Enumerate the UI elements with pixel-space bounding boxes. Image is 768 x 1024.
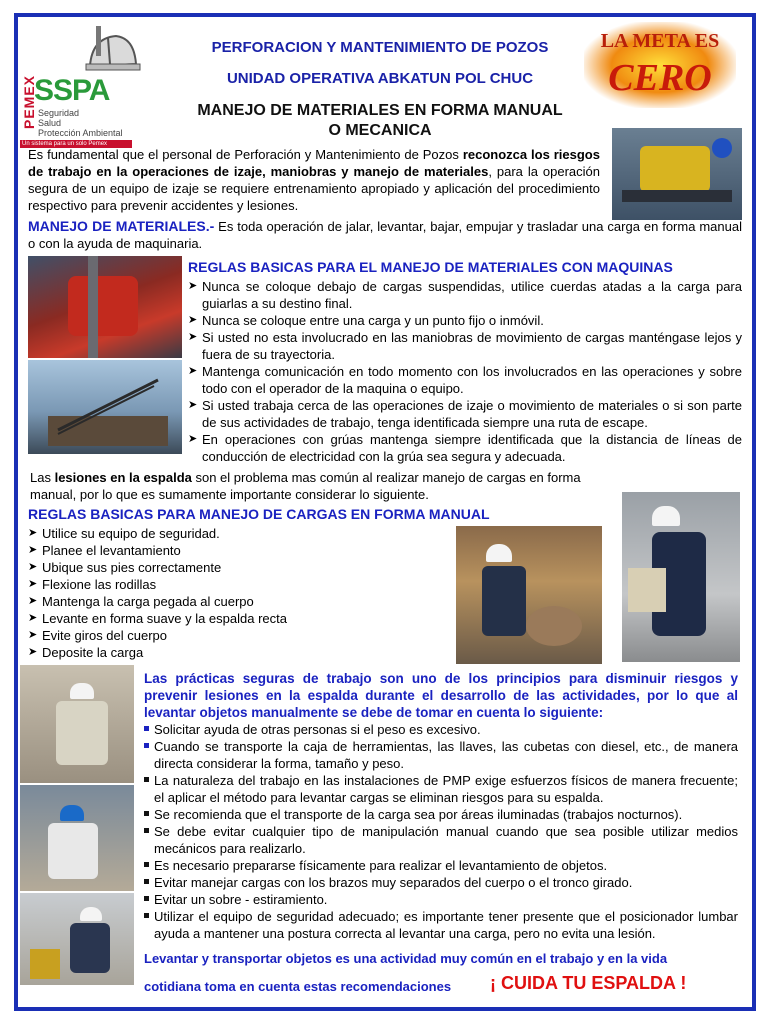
machines-section	[188, 258, 742, 465]
photo-worker-lifting-box	[622, 492, 740, 662]
manejo-heading: MANEJO DE MATERIALES.-	[28, 218, 215, 234]
list-item: Es necesario prepararse físicamente para realizar el levantamiento de objetos.	[144, 857, 738, 874]
arrow-bullet-icon: ➤	[28, 527, 38, 539]
square-bullet-icon	[144, 913, 149, 918]
photo-offshore-crane	[28, 360, 182, 454]
list-item: ➤ Utilice su equipo de seguridad.	[28, 526, 220, 541]
page-title-line-1: MANEJO DE MATERIALES EN FORMA MANUAL	[197, 102, 563, 119]
manejo-definition: MANEJO DE MATERIALES.- Es toda operación de jalar, levantar, bajar, empujar y trasladar una carga en forma manual o con la ayuda de maquinaria.	[28, 218, 742, 251]
square-bullet-icon	[144, 811, 149, 816]
photo-workers-deck	[20, 893, 134, 985]
arrow-bullet-icon: ➤	[188, 331, 198, 343]
arrow-bullet-icon: ➤	[28, 612, 38, 624]
list-item: Evitar un sobre - estiramiento.	[144, 891, 738, 908]
photo-worker-bending	[456, 526, 602, 664]
manual-title: REGLAS BASICAS PARA MANEJO DE CARGAS EN FORMA MANUAL	[28, 506, 490, 522]
list-item: Cuando se transporte la caja de herramientas, las llaves, las cubetas con diesel, etc., de manera directa considerar la forma, tamaño y peso.	[144, 738, 738, 772]
machines-list	[188, 278, 742, 465]
list-item: ➤ Si usted no esta involucrado en las maniobras de movimiento de cargas manténgase lejos y fuera de su trayectoria.	[188, 330, 742, 362]
intro-paragraph: Es fundamental que el personal de Perforación y Mantenimiento de Pozos reconozca los riesgos de trabajo en la operaciones de izaje, maniobras y manejo de materiales, para la operación segura de un equipo de izaje se requiere entrenamiento apropiado y aplicación del procedimiento respectivo para prevenir accidentes y lesiones.	[28, 147, 600, 213]
sspa-line-1: Seguridad	[38, 108, 80, 118]
manual-list	[28, 525, 448, 661]
square-bullet-icon	[144, 896, 149, 901]
list-item: ➤ Nunca se coloque debajo de cargas suspendidas, utilice cuerdas atadas a la carga para guiarlas a su destino final.	[188, 279, 742, 311]
meta-top-text: LA META ES	[600, 30, 720, 52]
arrow-bullet-icon: ➤	[28, 595, 38, 607]
meta-bottom-text: CERO	[608, 57, 712, 99]
arrow-bullet-icon: ➤	[28, 561, 38, 573]
machines-title: REGLAS BASICAS PARA EL MANEJO DE MATERIALES CON MAQUINAS	[188, 259, 673, 275]
arrow-bullet-icon: ➤	[188, 314, 198, 326]
square-bullet-icon	[144, 726, 149, 731]
arrow-bullet-icon: ➤	[28, 646, 38, 658]
header-line-2: UNIDAD OPERATIVA ABKATUN POL CHUC	[226, 70, 534, 87]
list-item: ➤ Deposite la carga	[28, 645, 144, 660]
sspa-text: SSPA	[34, 74, 110, 107]
square-bullet-icon	[144, 879, 149, 884]
sspa-line-3: Protección Ambiental	[38, 128, 123, 138]
list-item: ➤ Si usted trabaja cerca de las operaciones de izaje o movimiento de materiales o si son parte de sus actividades de trabajo, tenga identificada siempre una ruta de escape.	[188, 398, 742, 430]
pemex-sspa-logo	[20, 26, 150, 146]
list-item: Se debe evitar cualquier tipo de manipulación manual cuando que sea posible utilizar medios mecánicos para realizarlo.	[144, 823, 738, 857]
sspa-line-2: Salud	[38, 118, 62, 128]
photo-red-valves	[28, 256, 182, 358]
pemex-vertical-text: PEMEX	[21, 74, 38, 130]
list-item: Solicitar ayuda de otras personas si el peso es excesivo.	[144, 721, 738, 738]
arrow-bullet-icon: ➤	[188, 365, 198, 377]
arrow-bullet-icon: ➤	[188, 280, 198, 292]
list-item: ➤ Evite giros del cuerpo	[28, 628, 168, 643]
list-item: ➤ Nunca se coloque entre una carga y un punto fijo o inmóvil.	[188, 313, 544, 328]
footer-line-1: Levantar y transportar objetos es una actividad muy común en el trabajo y en la vida	[144, 951, 668, 966]
practices-intro: Las prácticas seguras de trabajo son uno de los principios para disminuir riesgos y prevenir lesiones en la espalda durante el desarrollo de las actividades, por lo que al levantar objetos manualmente se debe de tomar en cuenta lo siguiente:	[144, 671, 738, 720]
square-bullet-icon	[144, 743, 149, 748]
list-item: Evitar manejar cargas con los brazos muy separados del cuerpo o el tronco girado.	[144, 874, 738, 891]
square-bullet-icon	[144, 777, 149, 782]
practices-section	[144, 670, 738, 942]
slogan-cuida-espalda: ¡ CUIDA TU ESPALDA !	[490, 973, 687, 993]
list-item: La naturaleza del trabajo en las instalaciones de PMP exige esfuerzos físicos de manera frecuente; el aplicar el método para levantar cargas se eliminan riesgos para su espalda.	[144, 772, 738, 806]
list-item: ➤ Mantenga la carga pegada al cuerpo	[28, 594, 254, 609]
list-item: ➤ Levante en forma suave y la espalda recta	[28, 611, 287, 626]
arrow-bullet-icon: ➤	[188, 433, 198, 445]
arrow-bullet-icon: ➤	[28, 629, 38, 641]
list-item: Se recomienda que el transporte de la carga sea por áreas iluminadas (trabajos nocturnos).	[144, 806, 738, 823]
list-item: ➤ En operaciones con grúas mantenga siempre identificada que la distancia de líneas de conducción de electricidad con la grúa sea segura y adecuada.	[188, 432, 742, 464]
lesiones-paragraph: Las lesiones en la espalda son el problema mas común al realizar manejo de cargas en forma manual, por lo que es sumamente importante considerar lo siguiente.	[30, 470, 581, 502]
sspa-tagline: Un sistema para un solo Pemex	[20, 140, 132, 148]
header-line-1: PERFORACION Y MANTENIMIENTO DE POZOS	[211, 39, 549, 56]
page-title-line-2: O MECANICA	[328, 122, 432, 139]
list-item: ➤ Mantenga comunicación en todo momento con los involucrados en las operaciones y sobre todo con el operador de la maquina o equipo.	[188, 364, 742, 396]
photo-workers-pipe	[20, 785, 134, 891]
list-item: ➤ Flexione las rodillas	[28, 577, 157, 592]
photo-winch-machine	[612, 128, 742, 220]
practices-list	[144, 721, 738, 942]
footer-line-2: cotidiana toma en cuenta estas recomendaciones	[144, 979, 452, 994]
square-bullet-icon	[144, 828, 149, 833]
photo-workers-kneeling	[20, 665, 134, 783]
list-item: ➤ Planee el levantamiento	[28, 543, 181, 558]
list-item: ➤ Ubique sus pies correctamente	[28, 560, 222, 575]
meta-cero-logo	[584, 22, 736, 108]
list-item: Utilizar el equipo de seguridad adecuado; es importante tener presente que el posicionador lumbar ayuda a mantener una postura correcta al levantar una carga, pero no evita una lesión.	[144, 908, 738, 942]
square-bullet-icon	[144, 862, 149, 867]
arrow-bullet-icon: ➤	[28, 544, 38, 556]
arrow-bullet-icon: ➤	[188, 399, 198, 411]
arrow-bullet-icon: ➤	[28, 578, 38, 590]
